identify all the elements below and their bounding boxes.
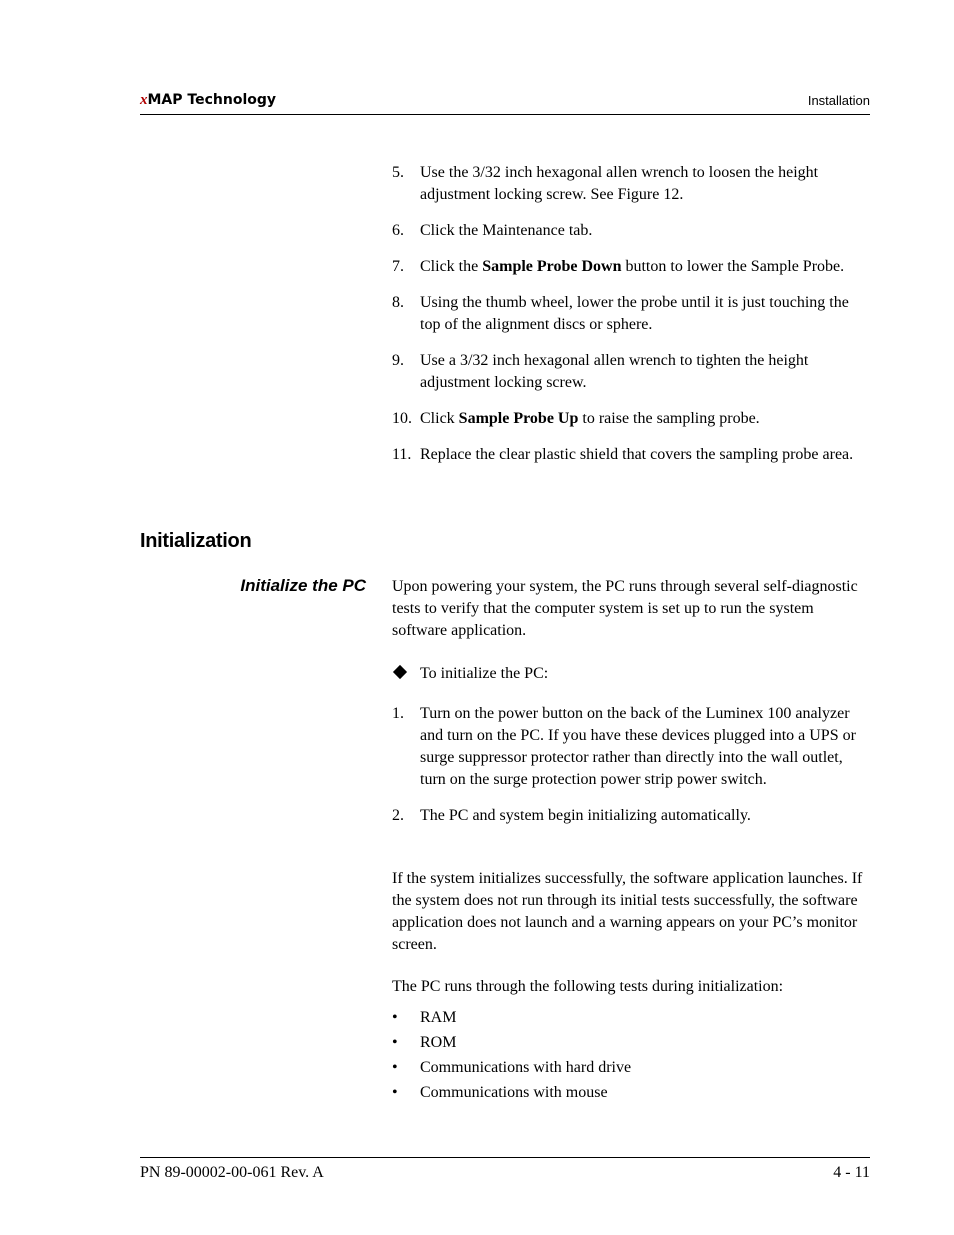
page-footer (140, 1157, 870, 1181)
bullet-marker: • (392, 1009, 398, 1026)
procedure-label: To initialize the PC: (420, 665, 549, 682)
test-name: ROM (420, 1034, 457, 1051)
test-name: RAM (420, 1009, 457, 1026)
step-number: 1. (392, 705, 404, 722)
bullet-marker: • (392, 1084, 398, 1101)
list-item (392, 1032, 870, 1057)
step-bold-term: Sample Probe Down (482, 258, 622, 275)
result-paragraph: If the system initializes successfully, the software application launches. If the system does not run through its initial tests successfully, the software application does not launch and a warning appears on your PC’s monitor screen. (392, 870, 863, 953)
step-text: Click the Maintenance tab. (420, 222, 593, 239)
list-item (392, 408, 870, 430)
step-text: Using the thumb wheel, lower the probe until it is just touching the top of the alignment discs or sphere. (420, 294, 849, 333)
brand-title (140, 92, 276, 109)
test-name: Communications with mouse (420, 1084, 608, 1101)
list-item (392, 703, 870, 791)
step-number: 6. (392, 222, 404, 239)
brand-name: MAP Technology (147, 92, 277, 108)
step-number: 5. (392, 164, 404, 181)
procedure-steps-top (392, 162, 870, 466)
procedure-steps-init (392, 703, 870, 827)
diamond-bullet-icon (393, 665, 407, 679)
step-text: Turn on the power button on the back of the Luminex 100 analyzer and turn on the PC. If you have these devices plugged into a UPS or surge suppressor protector rather than directly into the wall outlet, turn on the surge protection power strip power switch. (420, 705, 856, 788)
section-heading: Initialization (140, 530, 252, 552)
step-text: Use a 3/32 inch hexagonal allen wrench to tighten the height adjustment locking screw. (420, 352, 809, 391)
step-number: 2. (392, 807, 404, 824)
step-number: 8. (392, 294, 404, 311)
part-number: PN 89-00002-00-061 Rev. A (140, 1164, 324, 1181)
list-item (392, 162, 870, 206)
list-item (392, 292, 870, 336)
page-header (140, 90, 870, 115)
bullet-marker: • (392, 1034, 398, 1051)
step-number: 11. (392, 446, 412, 463)
step-text: Use the 3/32 inch hexagonal allen wrench to loosen the height adjustment locking screw. See Figure 12. (420, 164, 819, 203)
list-item (392, 1007, 870, 1032)
list-item (392, 256, 870, 278)
step-text-after: to raise the sampling probe. (578, 410, 760, 427)
list-item (392, 350, 870, 394)
tests-intro: The PC runs through the following tests during initialization: (392, 978, 784, 995)
list-item (392, 1082, 870, 1107)
test-name: Communications with hard drive (420, 1059, 632, 1076)
list-item (392, 220, 870, 242)
step-text: Replace the clear plastic shield that covers the sampling probe area. (420, 446, 854, 463)
brand-prefix: x (140, 92, 148, 108)
list-item (392, 1057, 870, 1082)
step-bold-term: Sample Probe Up (458, 410, 579, 427)
list-item (392, 444, 870, 466)
step-number: 9. (392, 352, 404, 369)
step-text-after: button to lower the Sample Probe. (621, 258, 845, 275)
header-section-name: Installation (807, 93, 870, 108)
step-text: Click (420, 410, 459, 427)
step-text: The PC and system begin initializing automatically. (420, 807, 751, 824)
step-text: Click the (420, 258, 483, 275)
bullet-marker: • (392, 1059, 398, 1076)
step-number: 10. (392, 410, 412, 427)
subsection-heading: Initialize the PC (240, 576, 366, 595)
step-number: 7. (392, 258, 404, 275)
intro-paragraph: Upon powering your system, the PC runs through several self-diagnostic tests to verify that the computer system is set up to run the system software application. (392, 578, 858, 639)
page-number: 4 - 11 (833, 1164, 870, 1181)
tests-list (392, 1007, 870, 1107)
list-item (392, 805, 870, 827)
